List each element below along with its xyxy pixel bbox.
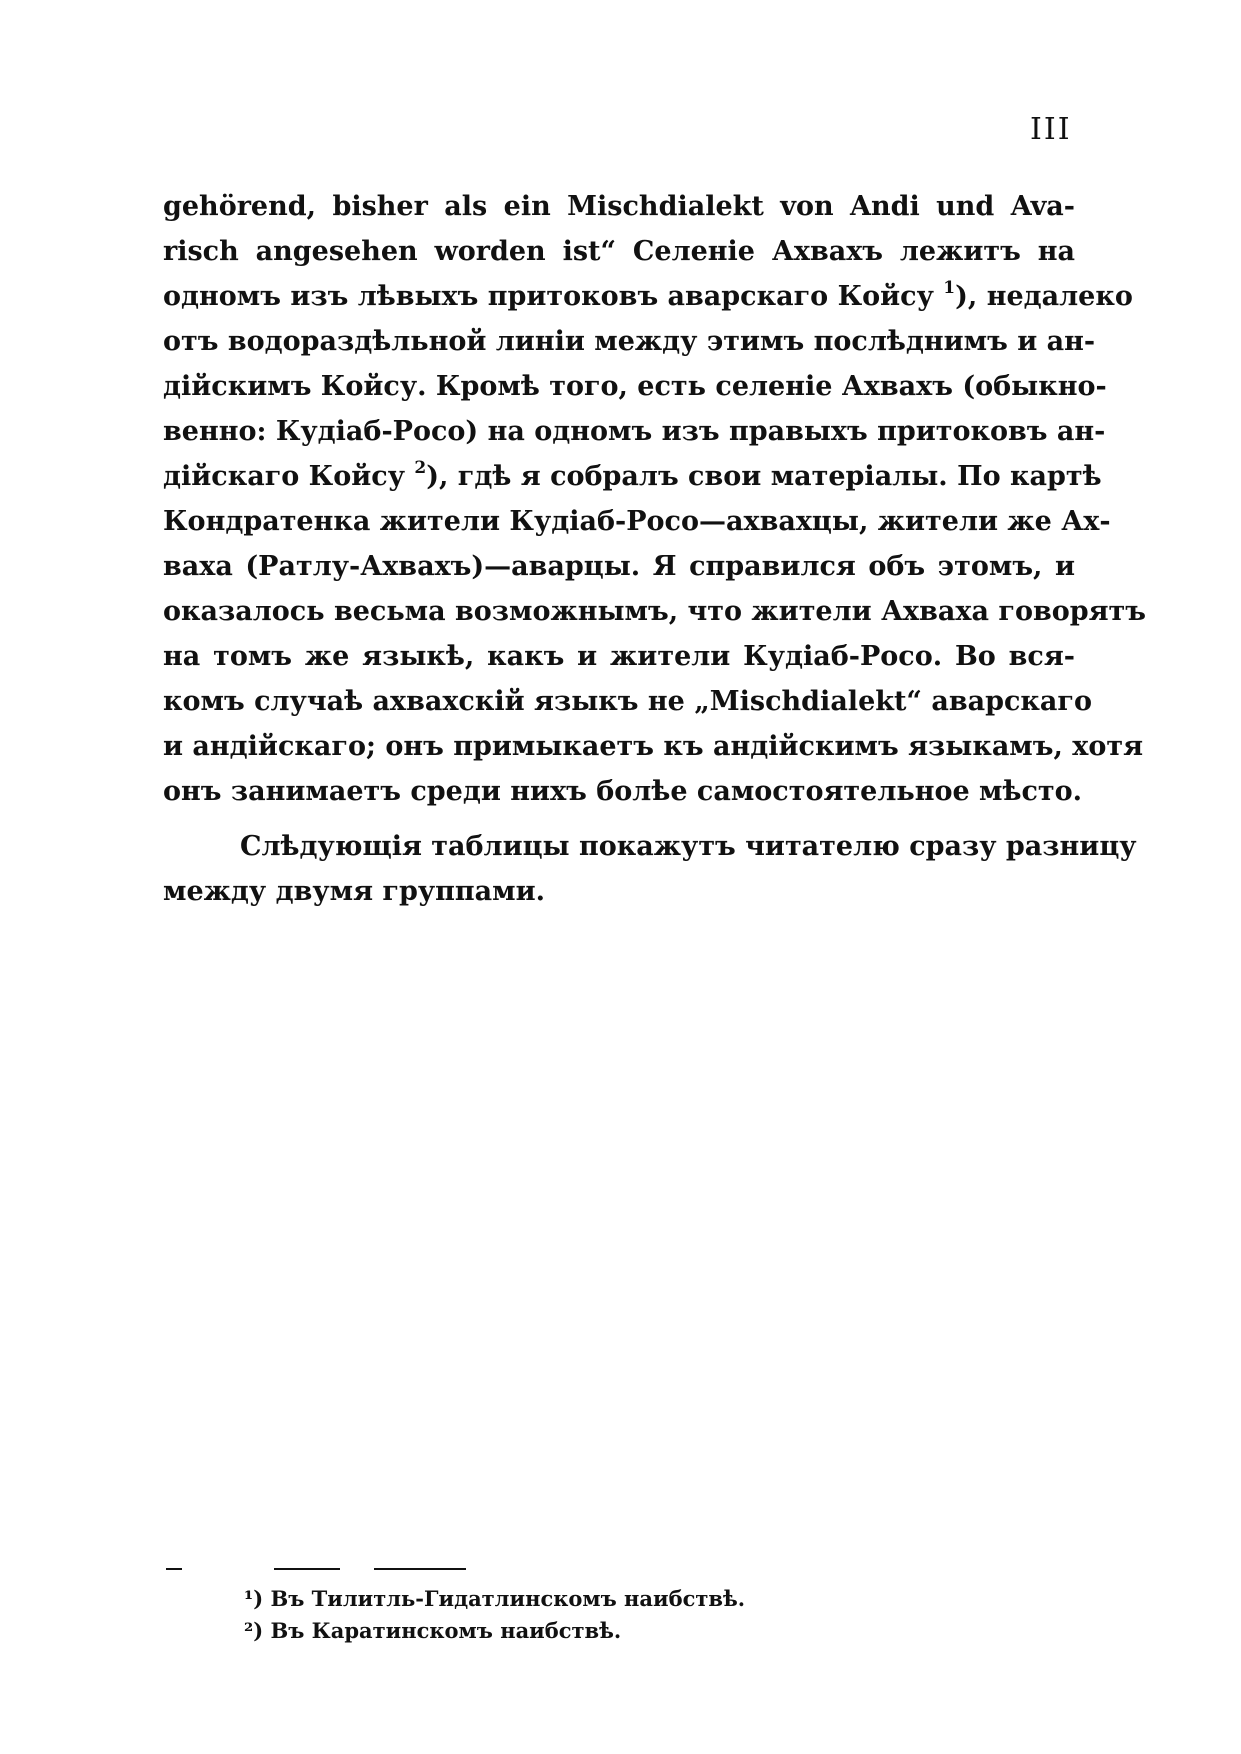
text-line: на томъ же языкѣ, какъ и жители Кудіаб-Росо. Во вся- <box>163 641 1075 672</box>
footnote-2: ²) Въ Каратинскомъ наибствѣ. <box>244 1618 622 1643</box>
text-line: венно: Кудіаб-Росо) на одномъ изъ правыхъ притоковъ ан- <box>163 416 1106 447</box>
text-line: gehörend, bisher als ein Mischdialekt von Andi und Ava- <box>163 191 1075 222</box>
text-line: одномъ изъ лѣвыхъ притоковъ аварскаго Койсу $^1$), недалеко <box>163 278 1133 312</box>
page-number: III <box>1030 112 1072 147</box>
footnote-1: ¹) Въ Тилитль-Гидатлинскомъ наибствѣ. <box>244 1586 746 1611</box>
text-line: ваха (Ратлу-Ахвахъ)—аварцы. Я справился объ этомъ, и <box>163 551 1075 582</box>
footnote-ref-2: 2 <box>414 458 427 478</box>
text-line: онъ занимаетъ среди нихъ болѣе самостоятельное мѣсто. <box>163 776 1083 807</box>
text-line: отъ водораздѣльной линіи между этимъ послѣднимъ и ан- <box>163 326 1096 357</box>
text-line: между двумя группами. <box>163 876 546 907</box>
text-line: дійскимъ Койсу. Кромѣ того, есть селеніе Ахвахъ (обыкно- <box>163 371 1107 402</box>
text-line: оказалось весьма возможнымъ, что жители Ахваха говорятъ <box>163 596 1146 627</box>
footnote-ref-1: 1 <box>943 278 956 298</box>
text-line: Слѣдующія таблицы покажутъ читателю сразу разницу <box>240 831 1137 862</box>
text-line: комъ случаѣ ахвахскій языкъ не „Mischdialekt“ аварскаго <box>163 686 1092 717</box>
text-line: Кондратенка жители Кудіаб-Росо—ахвахцы, жители же Ах- <box>163 506 1111 537</box>
text-line: и андійскаго; онъ примыкаетъ къ андійскимъ языкамъ, хотя <box>163 731 1144 762</box>
text-line: дійскаго Койсу $^2$), гдѣ я собралъ свои матеріалы. По картѣ <box>163 458 1102 492</box>
text-line: risch angesehen worden ist“ Селеніе Ахвахъ лежитъ на <box>163 236 1075 267</box>
